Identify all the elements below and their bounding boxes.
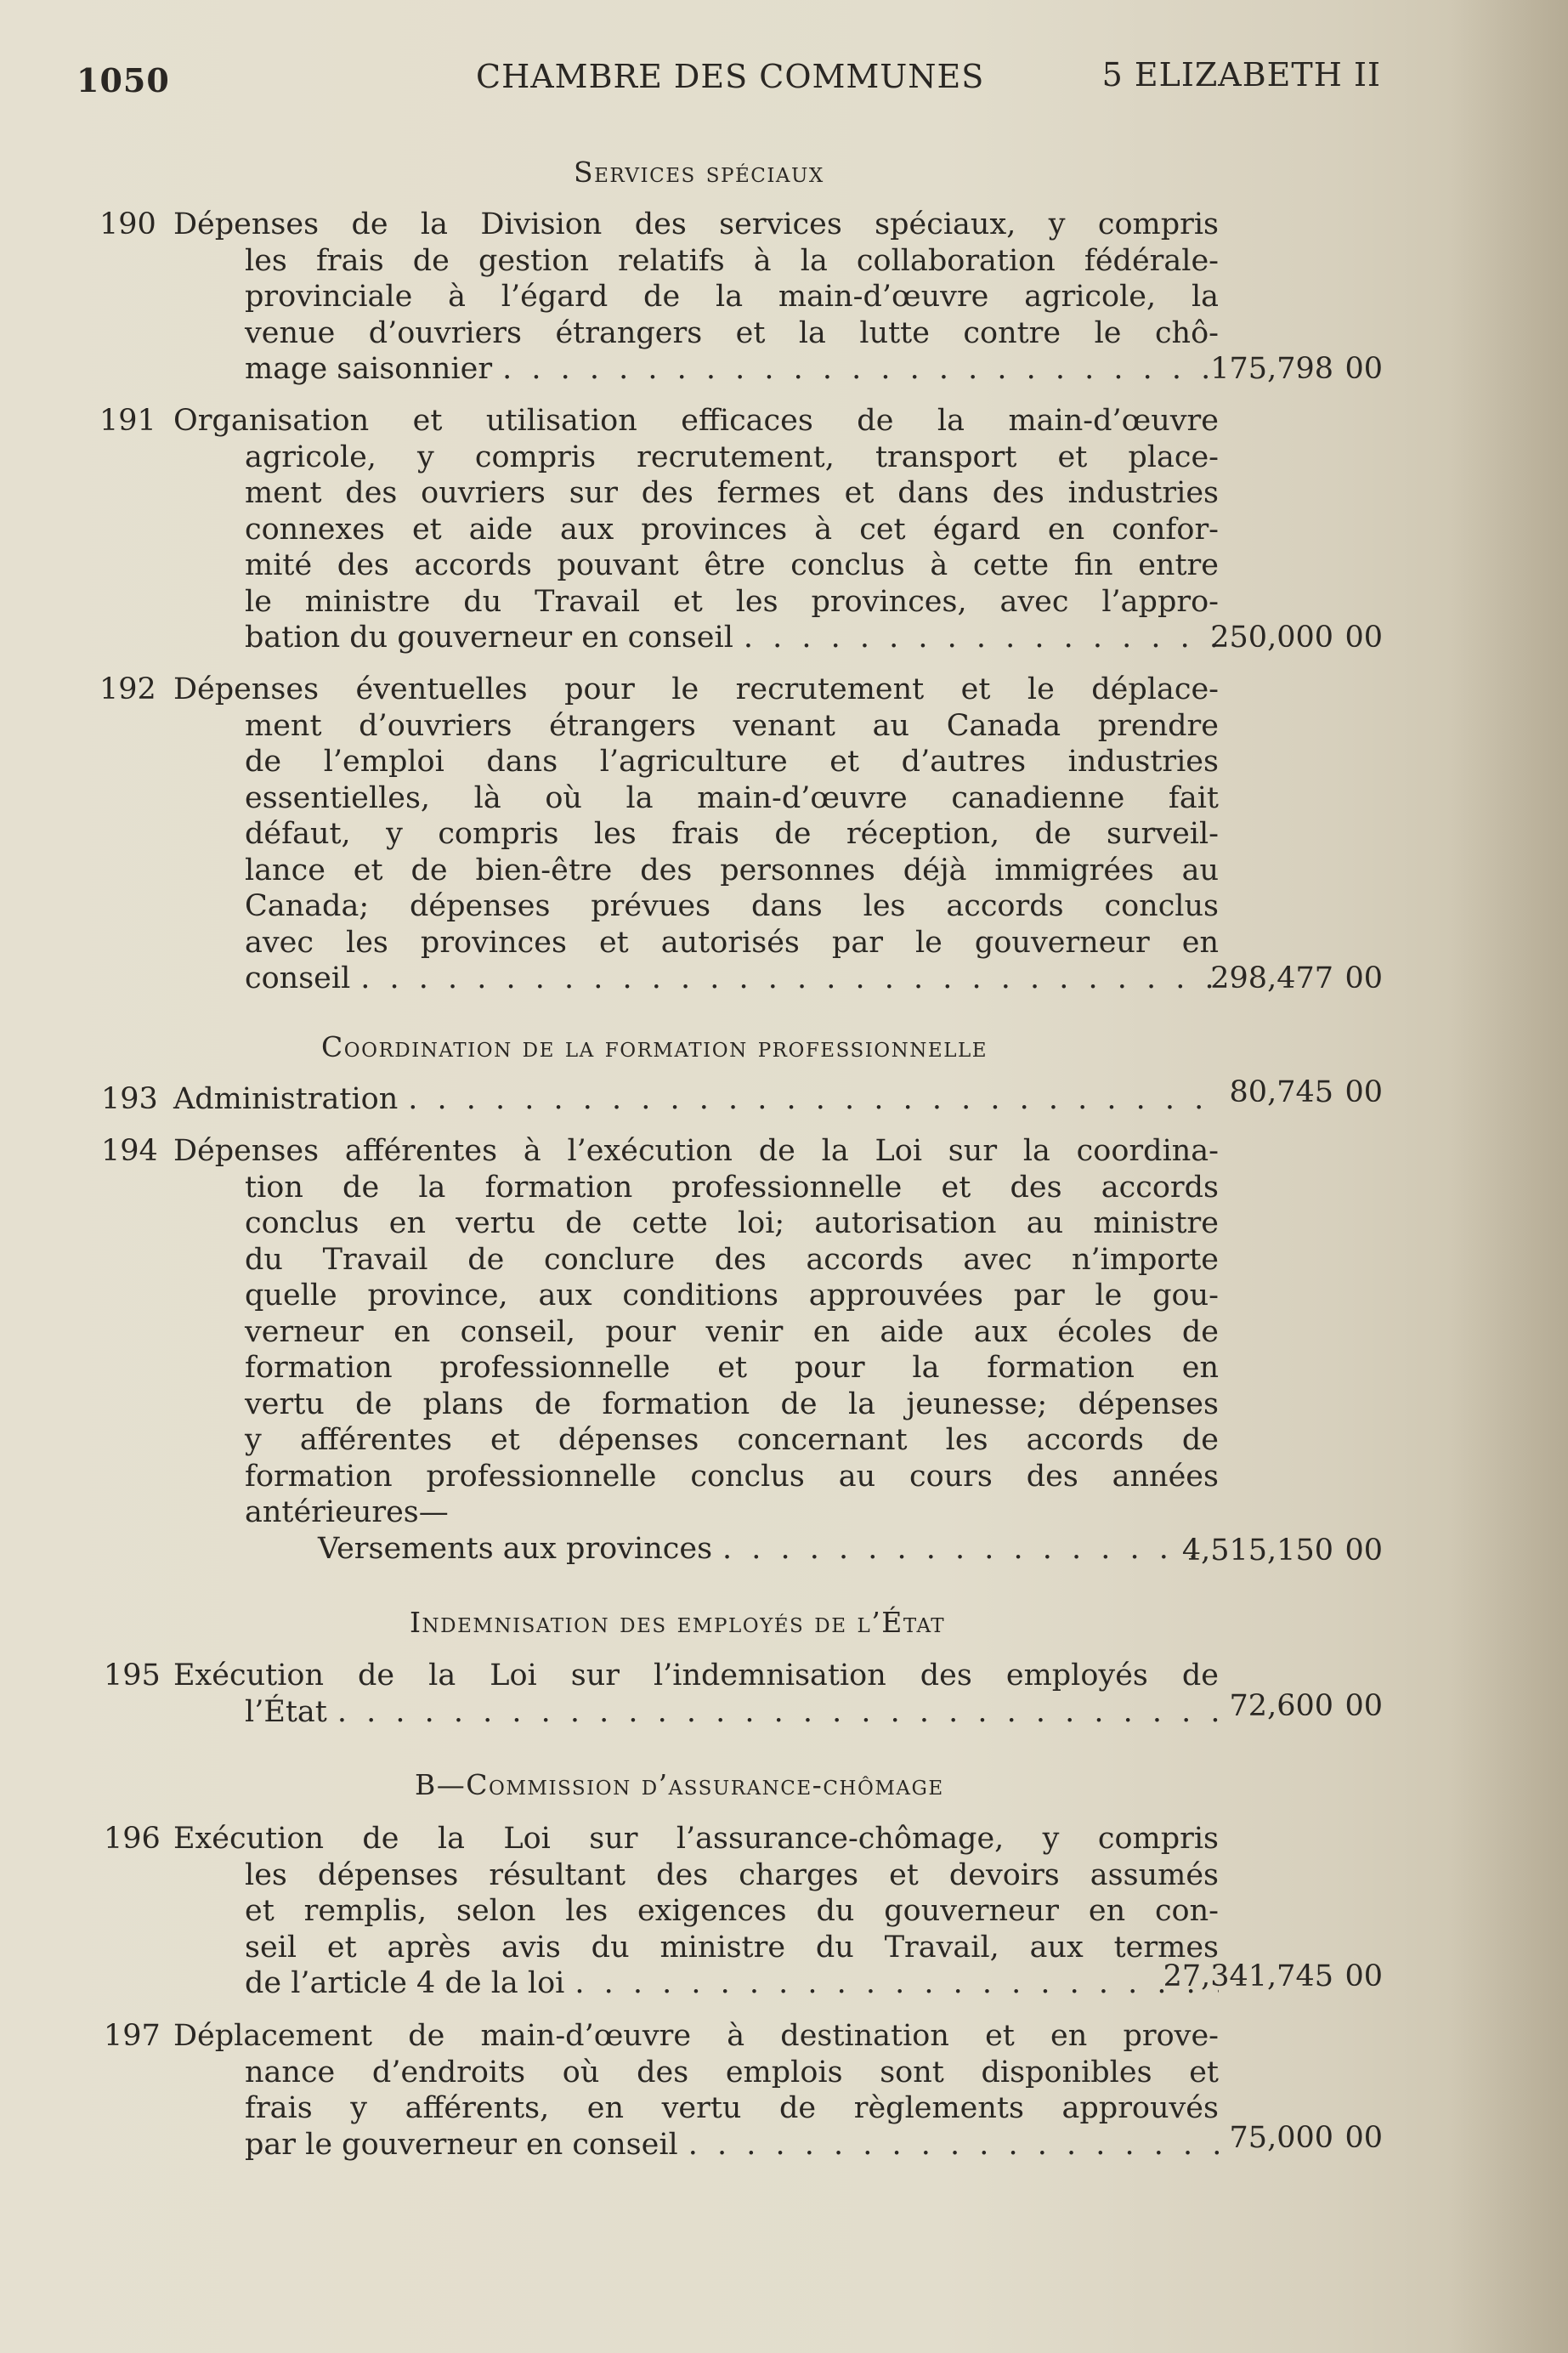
description-last-line: de l’article 4 de la loi . . . [173,1965,1219,2002]
vote-amount: 175,798 00 [1210,352,1383,386]
dot-leader [575,1965,1219,2002]
description-line: vertu de plans de formation de la jeunesse; dépenses [245,1386,1219,1421]
description-last-line: conseil . . . [173,961,1219,997]
description-line: quelle province, aux conditions approuvées par le gou- [245,1279,1219,1313]
vote-amount: 72,600 00 [1229,1689,1383,1723]
page-shadow [1449,0,1568,2353]
description-line: Organisation et utilisation efficaces de la main-d’œuvre [173,404,1219,438]
vote-description [173,403,1219,656]
vote-description [173,207,1219,388]
description-line: Exécution de la Loi sur l’indemnisation des employés de [173,1658,1219,1692]
description-line: nance d’endroits où des emplois sont disponibles et [245,2055,1219,2089]
description-subline: Versements aux provinces . . . [173,1531,1219,1568]
vote-amount: 250,000 00 [1210,621,1383,655]
vote-description [173,1658,1219,1730]
description-line: les dépenses résultant des charges et devoirs assumés [245,1857,1219,1892]
description-line: avec les provinces et autorisés par le gouverneur en [245,925,1219,960]
description-line: venue d’ouvriers étrangers et la lutte contre le chô- [245,315,1219,350]
vote-amount: 4,515,150 00 [1181,1534,1383,1568]
vote-amount: 75,000 00 [1229,2121,1383,2155]
description-last-line: bation du gouverneur en conseil . . . [173,620,1219,656]
description-line: Dépenses afférentes à l’exécution de la Loi sur la coordina- [173,1134,1219,1168]
description-line: le ministre du Travail et les provinces, avec l’appro- [245,584,1219,619]
dot-leader [360,961,1219,997]
vote-number: 195 [104,1658,161,1692]
vote-amount: 80,745 00 [1229,1075,1383,1109]
vote-amount: 298,477 00 [1210,961,1383,995]
description-line: Exécution de la Loi sur l’assurance-chômage, y compris [173,1822,1219,1856]
page-title: CHAMBRE DES COMMUNES [476,58,985,95]
description-line: conclus en vertu de cette loi; autorisation au ministre [245,1206,1219,1240]
description-line: provinciale à l’égard de la main-d’œuvre agricole, la [245,280,1219,314]
vote-amount: 27,341,745 00 [1163,1959,1383,1993]
description-last-line: mage saisonnier . . . [173,351,1219,388]
vote-number: 197 [104,2019,161,2053]
dot-leader [688,2127,1219,2163]
section-title-coordination: Coordination de la formation professionnelle [321,1030,988,1063]
dot-leader [722,1531,1219,1568]
description-line: y afférentes et dépenses concernant les accords de [245,1423,1219,1457]
description-line: essentielles, là où la main-d’œuvre canadienne fait [245,780,1219,815]
vote-description [173,1133,1219,1567]
section-title-commission: B—Commission d’assurance-chômage [415,1768,944,1801]
description-line: défaut, y compris les frais de réception, de surveil- [245,817,1219,851]
dot-leader [744,620,1219,656]
vote-number: 190 [99,207,156,241]
vote-description [173,1821,1219,2002]
description-line: seil et après avis du ministre du Travail, aux termes [245,1930,1219,1965]
vote-description [173,672,1219,997]
vote-number: 193 [101,1082,158,1116]
description-last-line: par le gouverneur en conseil . . . [173,2127,1219,2163]
description-line: ment d’ouvriers étrangers venant au Canada prendre [245,708,1219,743]
description-line: Dépenses éventuelles pour le recrutement et le déplace- [173,672,1219,706]
description-line: frais y afférents, en vertu de règlements approuvés [245,2091,1219,2125]
description-line: connexes et aide aux provinces à cet égard en confor- [245,512,1219,547]
description-line: formation professionnelle conclus au cours des années [245,1459,1219,1494]
section-title-indemnisation: Indemnisation des employés de l’État [410,1606,946,1639]
description-last-line: Administration . . . [173,1081,1219,1118]
dot-leader [337,1694,1219,1731]
description-line: antérieures— [245,1495,449,1529]
description-line: verneur en conseil, pour venir en aide aux écoles de [245,1314,1219,1349]
vote-description [173,2018,1219,2163]
description-line: de l’emploi dans l’agriculture et d’autres industries [245,745,1219,779]
vote-description [173,1081,1219,1118]
page-header [76,53,1381,104]
vote-number: 192 [99,672,156,706]
dot-leader [408,1081,1219,1118]
section-title-services-speciaux: Services spéciaux [574,156,824,189]
description-line: Déplacement de main-d’œuvre à destination et en prove- [173,2019,1219,2053]
description-last-line: l’État . . . [173,1694,1219,1731]
description-line: Dépenses de la Division des services spéciaux, y compris [173,207,1219,241]
vote-number: 196 [104,1822,161,1856]
description-line: du Travail de conclure des accords avec n’importe [245,1242,1219,1277]
regnal-year: 5 ELIZABETH II [1101,56,1381,94]
vote-number: 191 [99,404,156,438]
dot-leader [502,351,1219,388]
description-line: Canada; dépenses prévues dans les accords conclus [245,889,1219,923]
description-line: lance et de bien-être des personnes déjà immigrées au [245,853,1219,887]
description-line: mité des accords pouvant être conclus à cette fin entre [245,548,1219,582]
description-line: agricole, y compris recrutement, transport et place- [245,439,1219,474]
description-line: et remplis, selon les exigences du gouverneur en con- [245,1894,1219,1928]
description-line: les frais de gestion relatifs à la collaboration fédérale- [245,243,1219,278]
page-number: 1050 [76,61,170,99]
description-line: formation professionnelle et pour la formation en [245,1351,1219,1385]
description-line: tion de la formation professionnelle et des accords [245,1170,1219,1205]
description-line: ment des ouvriers sur des fermes et dans des industries [245,476,1219,510]
vote-number: 194 [101,1134,158,1168]
